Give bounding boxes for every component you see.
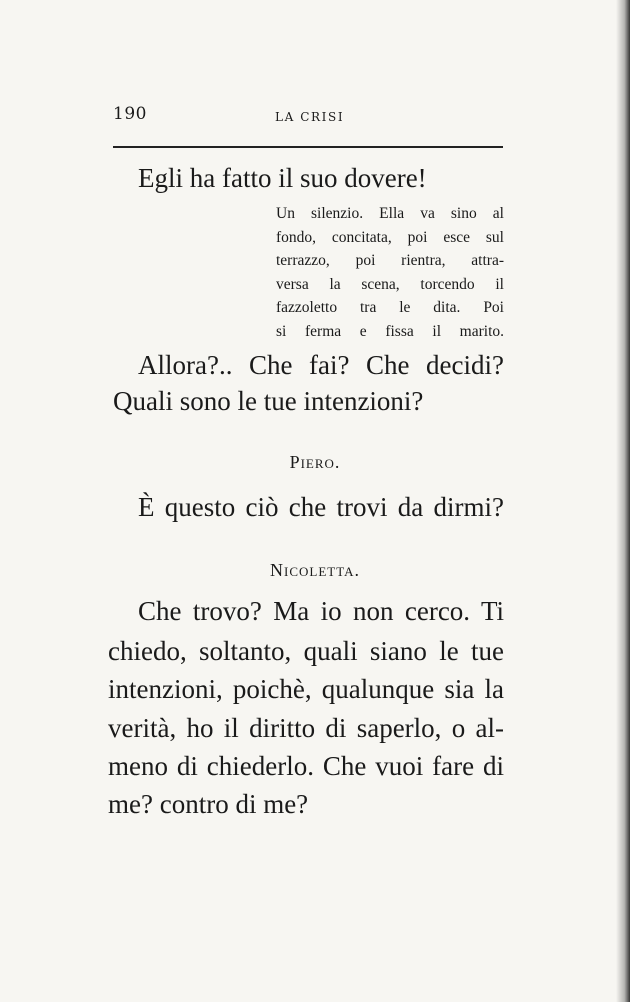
stage-direction-line: versa la scena, torcendo il — [276, 275, 504, 293]
speaker-name: Nicoletta. — [270, 560, 360, 580]
stage-direction-line: si ferma e fissa il marito. — [276, 322, 504, 340]
stage-direction-line: fondo, concitata, poi esce sul — [276, 228, 504, 246]
dialogue-line: Quali sono le tue intenzioni? — [113, 386, 424, 416]
stage-direction-line: fazzoletto tra le dita. Poi — [276, 299, 504, 316]
dialogue-line: È questo ciò che trovi da dirmi? — [138, 492, 504, 522]
stage-direction-line: Un silenzio. Ella va sino al — [276, 205, 504, 222]
running-title: LA CRISI — [275, 110, 345, 124]
header-rule — [113, 146, 503, 148]
dialogue-line: chiedo, soltanto, quali siano le tue — [108, 636, 504, 666]
dialogue-line: Allora?.. Che fai? Che decidi? — [138, 350, 504, 380]
stage-direction-line: terrazzo, poi rientra, attra- — [276, 252, 504, 269]
dialogue-line: meno di chiederlo. Che vuoi fare di — [108, 751, 504, 781]
page-number: 190 — [113, 104, 147, 124]
page-edge-shadow — [616, 0, 630, 1002]
dialogue-line: Che trovo? Ma io non cerco. Ti — [138, 596, 504, 626]
dialogue-line: me? contro di me? — [108, 789, 309, 819]
speaker-name: Piero. — [289, 452, 341, 472]
dialogue-line: verità, ho il diritto di saperlo, o al- — [108, 713, 504, 743]
stage-direction — [276, 202, 504, 343]
dialogue-line: intenzioni, poichè, qualunque sia la — [108, 674, 504, 704]
dialogue-line: Egli ha fatto il suo dovere! — [138, 163, 427, 193]
